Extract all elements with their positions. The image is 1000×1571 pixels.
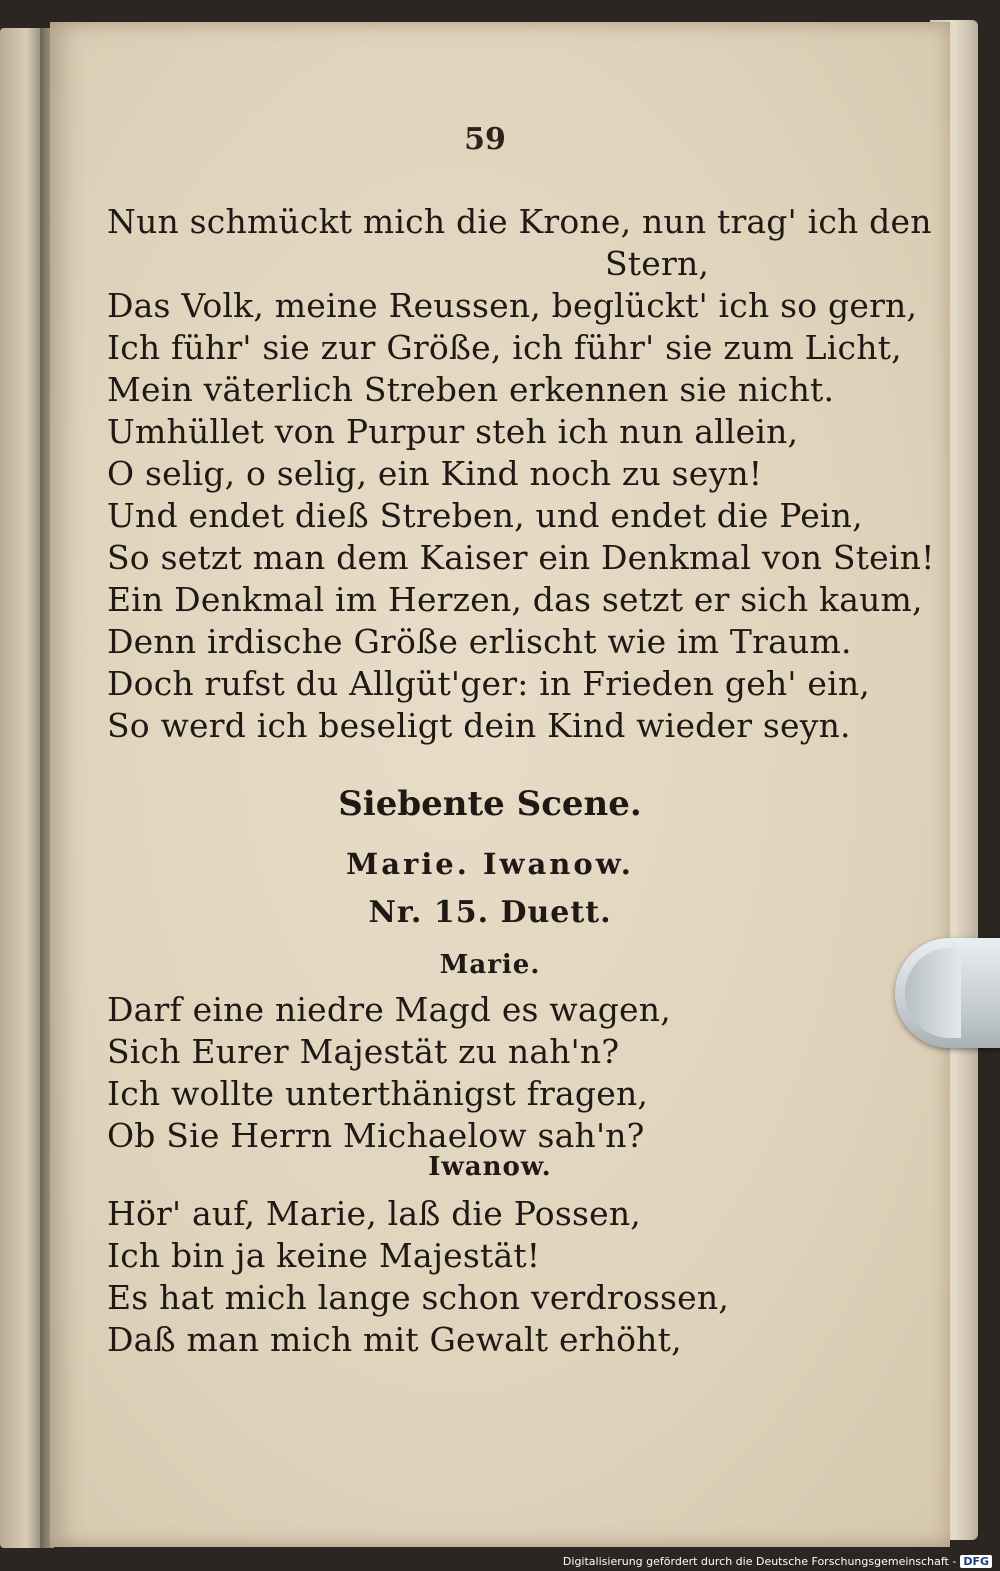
marie-line: Sich Eurer Majestät zu nah'n? [107,1032,620,1071]
marie-line: Ich wollte unterthänigst fragen, [107,1074,649,1113]
iwanow-line: Es hat mich lange schon verdrossen, [107,1278,730,1317]
verse-line: Ein Denkmal im Herzen, das setzt er sich kaum, [107,580,923,619]
verse-line: Und endet dieß Streben, und endet die Pein, [107,496,863,535]
iwanow-line: Ich bin ja keine Majestät! [107,1236,541,1275]
facing-page-edge [0,28,44,1548]
digitization-footer [563,1555,992,1568]
footer-text: Digitalisierung gefördert durch die Deutsche Forschungsgemeinschaft - [562,1555,957,1568]
verse-line: Stern, [605,244,710,283]
speaker-label: Iwanow. [428,1152,552,1182]
verse-line: Mein väterlich Streben erkennen sie nicht. [107,370,835,409]
verse-line: O selig, o selig, ein Kind noch zu seyn! [107,454,763,493]
page-number: 59 [464,122,506,157]
verse-line: Umhüllet von Purpur steh ich nun allein, [107,412,799,451]
iwanow-line: Hör' auf, Marie, laß die Possen, [107,1194,641,1233]
book-page [50,22,950,1547]
scene-persons: Marie. Iwanow. [346,847,634,881]
iwanow-line: Daß man mich mit Gewalt erhöht, [107,1320,682,1359]
verse-line: Ich führ' sie zur Größe, ich führ' sie zum Licht, [107,328,902,367]
number-title: Nr. 15. Duett. [368,895,612,930]
scene-title: Siebente Scene. [338,784,642,824]
marie-line: Darf eine niedre Magd es wagen, [107,990,671,1029]
verse-line: Das Volk, meine Reussen, beglückt' ich so gern, [107,286,918,325]
verse-line: So werd ich beseligt dein Kind wieder seyn. [107,706,851,745]
marie-line: Ob Sie Herrn Michaelow sah'n? [107,1116,645,1155]
verse-line: Doch rufst du Allgüt'ger: in Frieden geh' ein, [107,664,870,703]
dfg-logo: DFG [960,1555,992,1568]
verse-line: Nun schmückt mich die Krone, nun trag' ich den [107,202,932,241]
speaker-label: Marie. [439,950,541,980]
verse-line: Denn irdische Größe erlischt wie im Traum. [107,622,852,661]
verse-line: So setzt man dem Kaiser ein Denkmal von Stein! [107,538,935,577]
